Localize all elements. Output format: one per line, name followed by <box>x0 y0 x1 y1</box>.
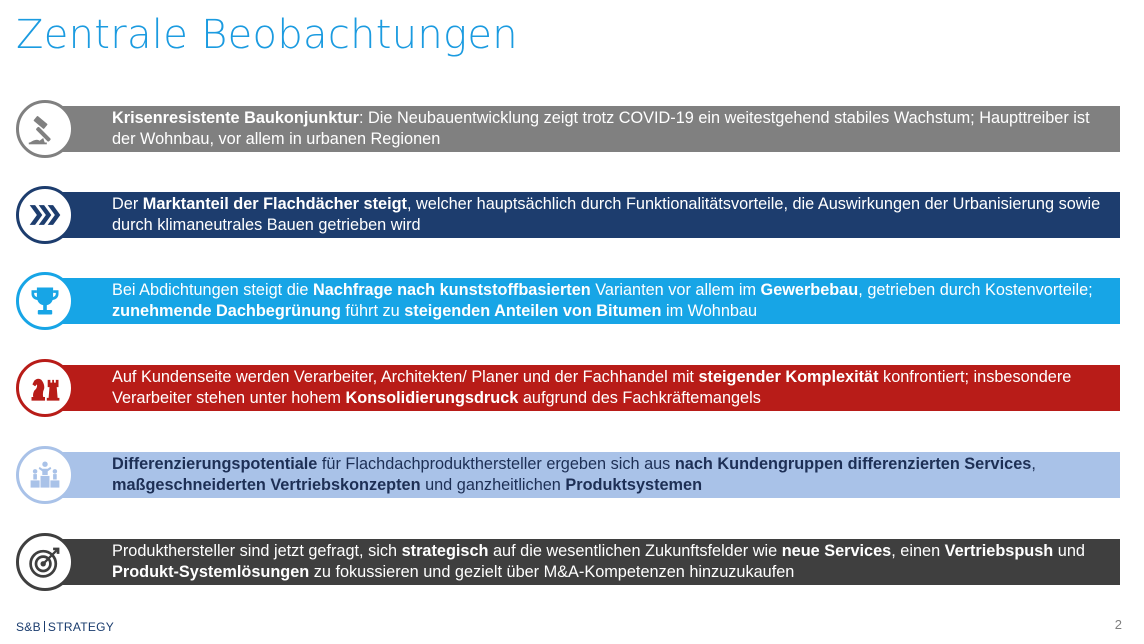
observation-highlight: Produkt-Systemlösungen <box>112 563 310 581</box>
logo-right-text: STRATEGY <box>47 620 115 634</box>
observation-bar <box>46 106 1120 152</box>
observation-highlight: Nachfrage nach kunststoffbasierten <box>312 281 591 299</box>
observation-text-segment: Bei Abdichtungen steigt die <box>112 281 313 299</box>
observation-bar <box>46 365 1120 411</box>
observation-text <box>112 367 1112 409</box>
observation-highlight: Marktanteil der Flachdächer steigt <box>142 195 407 213</box>
observation-text-segment: Varianten vor allem im <box>590 281 761 299</box>
observation-text-segment: , welcher hauptsächlich durch Funktionalitätsvorteile, die Auswirkungen der Urbanisierung sowie durch klimaneutrales Bauen getrieben wird <box>112 195 1101 234</box>
observation-icon-circle <box>16 100 74 158</box>
observation-highlight: Konsolidierungsdruck <box>345 389 519 407</box>
observation-text-segment: und ganzheitlichen <box>420 476 566 494</box>
observation-highlight: Produktsystemen <box>565 476 703 494</box>
observation-bar <box>46 192 1120 238</box>
observation-text-segment: Auf Kundenseite werden Verarbeiter, Architekten/ Planer und der Fachhandel mit <box>112 368 699 386</box>
observation-highlight: strategisch <box>401 542 489 560</box>
observation-bar <box>46 278 1120 324</box>
observation-icon-circle <box>16 186 74 244</box>
observation-highlight: Krisenresistente Baukonjunktur <box>112 109 359 127</box>
target-icon <box>27 544 63 580</box>
observation-row-5 <box>16 446 1120 504</box>
observation-highlight: zunehmende Dachbegrünung <box>112 302 341 320</box>
observation-highlight: Vertriebspush <box>944 542 1054 560</box>
observation-text-segment: auf die wesentlichen Zukunftsfelder wie <box>488 542 782 560</box>
observation-icon-circle <box>16 272 74 330</box>
observation-text-segment: zu fokussieren und gezielt über M&A-Kompetenzen hinzuzukaufen <box>309 563 795 581</box>
company-logo <box>16 620 114 634</box>
hammer-icon <box>27 111 63 147</box>
page-title: Zentrale Beobachtungen <box>16 12 518 58</box>
observation-text-segment: , getrieben durch Kostenvorteile; <box>858 281 1093 299</box>
observation-text-segment: und <box>1053 542 1085 560</box>
observation-row-2 <box>16 186 1120 244</box>
observation-text-segment: aufgrund des Fachkräftemangels <box>518 389 761 407</box>
observation-icon-circle <box>16 446 74 504</box>
observation-text <box>112 454 1112 496</box>
observation-row-6 <box>16 533 1120 591</box>
observation-text-segment: : Die Neubauentwicklung zeigt trotz COVID-19 ein weitestgehend stabiles Wachstum; Haupttreiber ist der Wohnbau, vor allem in urbanen Regionen <box>112 109 1090 148</box>
observation-icon-circle <box>16 533 74 591</box>
observation-text-segment: Produkthersteller sind jetzt gefragt, sich <box>112 542 402 560</box>
observation-text-segment: konfrontiert; insbesondere Verarbeiter stehen unter hohem <box>112 368 1072 407</box>
observation-highlight: steigenden Anteilen von Bitumen <box>404 302 662 320</box>
observation-text-segment: , <box>1031 455 1036 473</box>
observation-text-segment: Der <box>112 195 143 213</box>
observation-text <box>112 108 1112 150</box>
podium-icon <box>27 457 63 493</box>
page-number: 2 <box>1114 617 1122 632</box>
observation-text-segment: für Flachdachprodukthersteller ergeben sich aus <box>317 455 675 473</box>
observation-icon-circle <box>16 359 74 417</box>
observation-text-segment: , einen <box>891 542 945 560</box>
observation-highlight: Differenzierungspotentiale <box>112 455 318 473</box>
observation-text-segment: führt zu <box>340 302 405 320</box>
observation-text <box>112 280 1112 322</box>
observation-row-1 <box>16 100 1120 158</box>
observation-highlight: steigender Komplexität <box>698 368 879 386</box>
observation-highlight: maßgeschneiderten Vertriebskonzepten <box>112 476 421 494</box>
triple-chevron-right-icon <box>27 197 63 233</box>
logo-left-text: S&B <box>16 620 41 634</box>
observation-bar <box>46 539 1120 585</box>
observation-highlight: nach Kundengruppen differenzierten Services <box>674 455 1032 473</box>
observation-text <box>112 541 1112 583</box>
observation-highlight: neue Services <box>781 542 892 560</box>
observation-text <box>112 194 1112 236</box>
observation-bar <box>46 452 1120 498</box>
observation-row-3 <box>16 272 1120 330</box>
observation-text-segment: im Wohnbau <box>661 302 758 320</box>
chess-pieces-icon <box>27 370 63 406</box>
logo-separator <box>44 621 45 632</box>
trophy-icon <box>27 283 63 319</box>
observation-highlight: Gewerbebau <box>760 281 859 299</box>
observation-row-4 <box>16 359 1120 417</box>
